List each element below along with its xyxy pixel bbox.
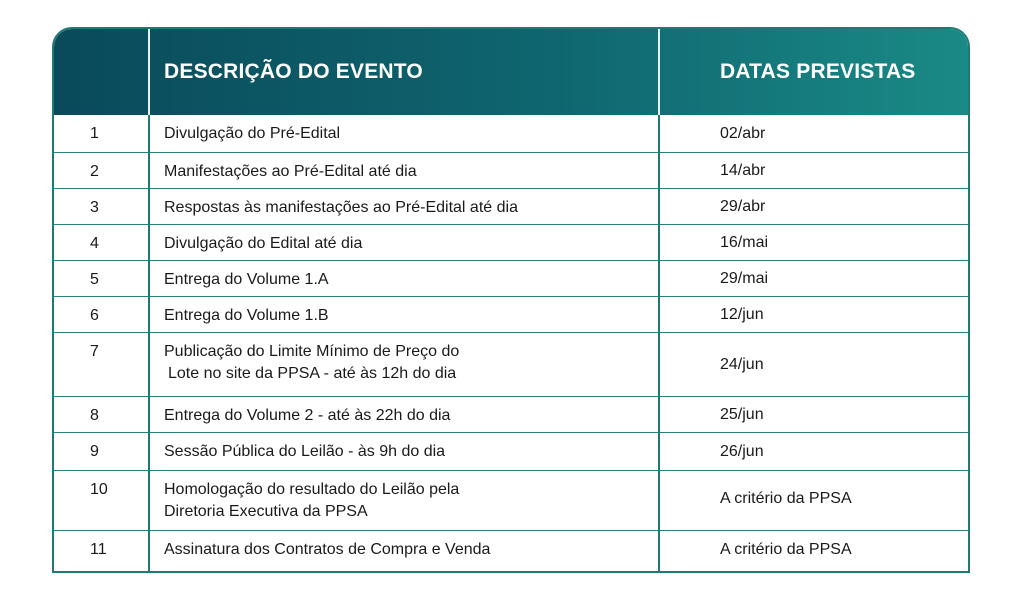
row-number: 11 bbox=[90, 541, 107, 558]
row-date: 16/mai bbox=[720, 234, 769, 251]
table-row bbox=[54, 115, 968, 153]
row-description: Divulgação do Edital até dia bbox=[164, 235, 363, 252]
row-date: A critério da PPSA bbox=[720, 490, 852, 507]
row-number: 2 bbox=[90, 163, 99, 180]
header-dates: DATAS PREVISTAS bbox=[720, 60, 916, 83]
row-number: 3 bbox=[90, 199, 99, 216]
row-number: 9 bbox=[90, 443, 99, 460]
table-row bbox=[54, 261, 968, 297]
table-row bbox=[54, 297, 968, 333]
row-date: 12/jun bbox=[720, 306, 764, 323]
row-date: 14/abr bbox=[720, 162, 766, 179]
table-row bbox=[54, 471, 968, 531]
row-description: Assinatura dos Contratos de Compra e Venda bbox=[164, 541, 491, 558]
table-row bbox=[54, 225, 968, 261]
row-description: Divulgação do Pré-Edital bbox=[164, 125, 341, 142]
row-number: 7 bbox=[90, 343, 99, 360]
row-date: 02/abr bbox=[720, 125, 766, 142]
row-date: 25/jun bbox=[720, 406, 764, 423]
row-date: 26/jun bbox=[720, 443, 764, 460]
table-row bbox=[54, 153, 968, 189]
table-row bbox=[54, 189, 968, 225]
row-description: Homologação do resultado do Leilão pela Diretoria Executiva da PPSA bbox=[164, 481, 460, 520]
row-date: A critério da PPSA bbox=[720, 541, 852, 558]
table-row bbox=[54, 433, 968, 471]
row-date: 24/jun bbox=[720, 356, 764, 373]
table-row bbox=[54, 531, 968, 571]
row-description: Entrega do Volume 1.B bbox=[164, 307, 329, 324]
header-divider bbox=[148, 29, 150, 115]
row-description: Sessão Pública do Leilão - às 9h do dia bbox=[164, 443, 446, 460]
row-description: Respostas às manifestações ao Pré-Edital até dia bbox=[164, 199, 518, 216]
row-number: 5 bbox=[90, 271, 99, 288]
table-header bbox=[54, 29, 968, 115]
table-row bbox=[54, 333, 968, 397]
events-table bbox=[52, 27, 970, 573]
row-number: 8 bbox=[90, 407, 99, 424]
row-date: 29/mai bbox=[720, 270, 769, 287]
header-number bbox=[54, 29, 148, 115]
row-number: 10 bbox=[90, 481, 108, 498]
row-description: Entrega do Volume 1.A bbox=[164, 271, 329, 288]
row-description: Entrega do Volume 2 - até às 22h do dia bbox=[164, 407, 451, 424]
header-description: DESCRIÇÃO DO EVENTO bbox=[164, 60, 423, 83]
row-date: 29/abr bbox=[720, 198, 766, 215]
row-number: 4 bbox=[90, 235, 99, 252]
row-description: Manifestações ao Pré-Edital até dia bbox=[164, 163, 417, 180]
table-row bbox=[54, 397, 968, 433]
header-divider bbox=[658, 29, 660, 115]
row-number: 6 bbox=[90, 307, 99, 324]
row-description: Publicação do Limite Mínimo de Preço do Lote no site da PPSA - até às 12h do dia bbox=[164, 343, 460, 382]
row-number: 1 bbox=[90, 125, 99, 142]
